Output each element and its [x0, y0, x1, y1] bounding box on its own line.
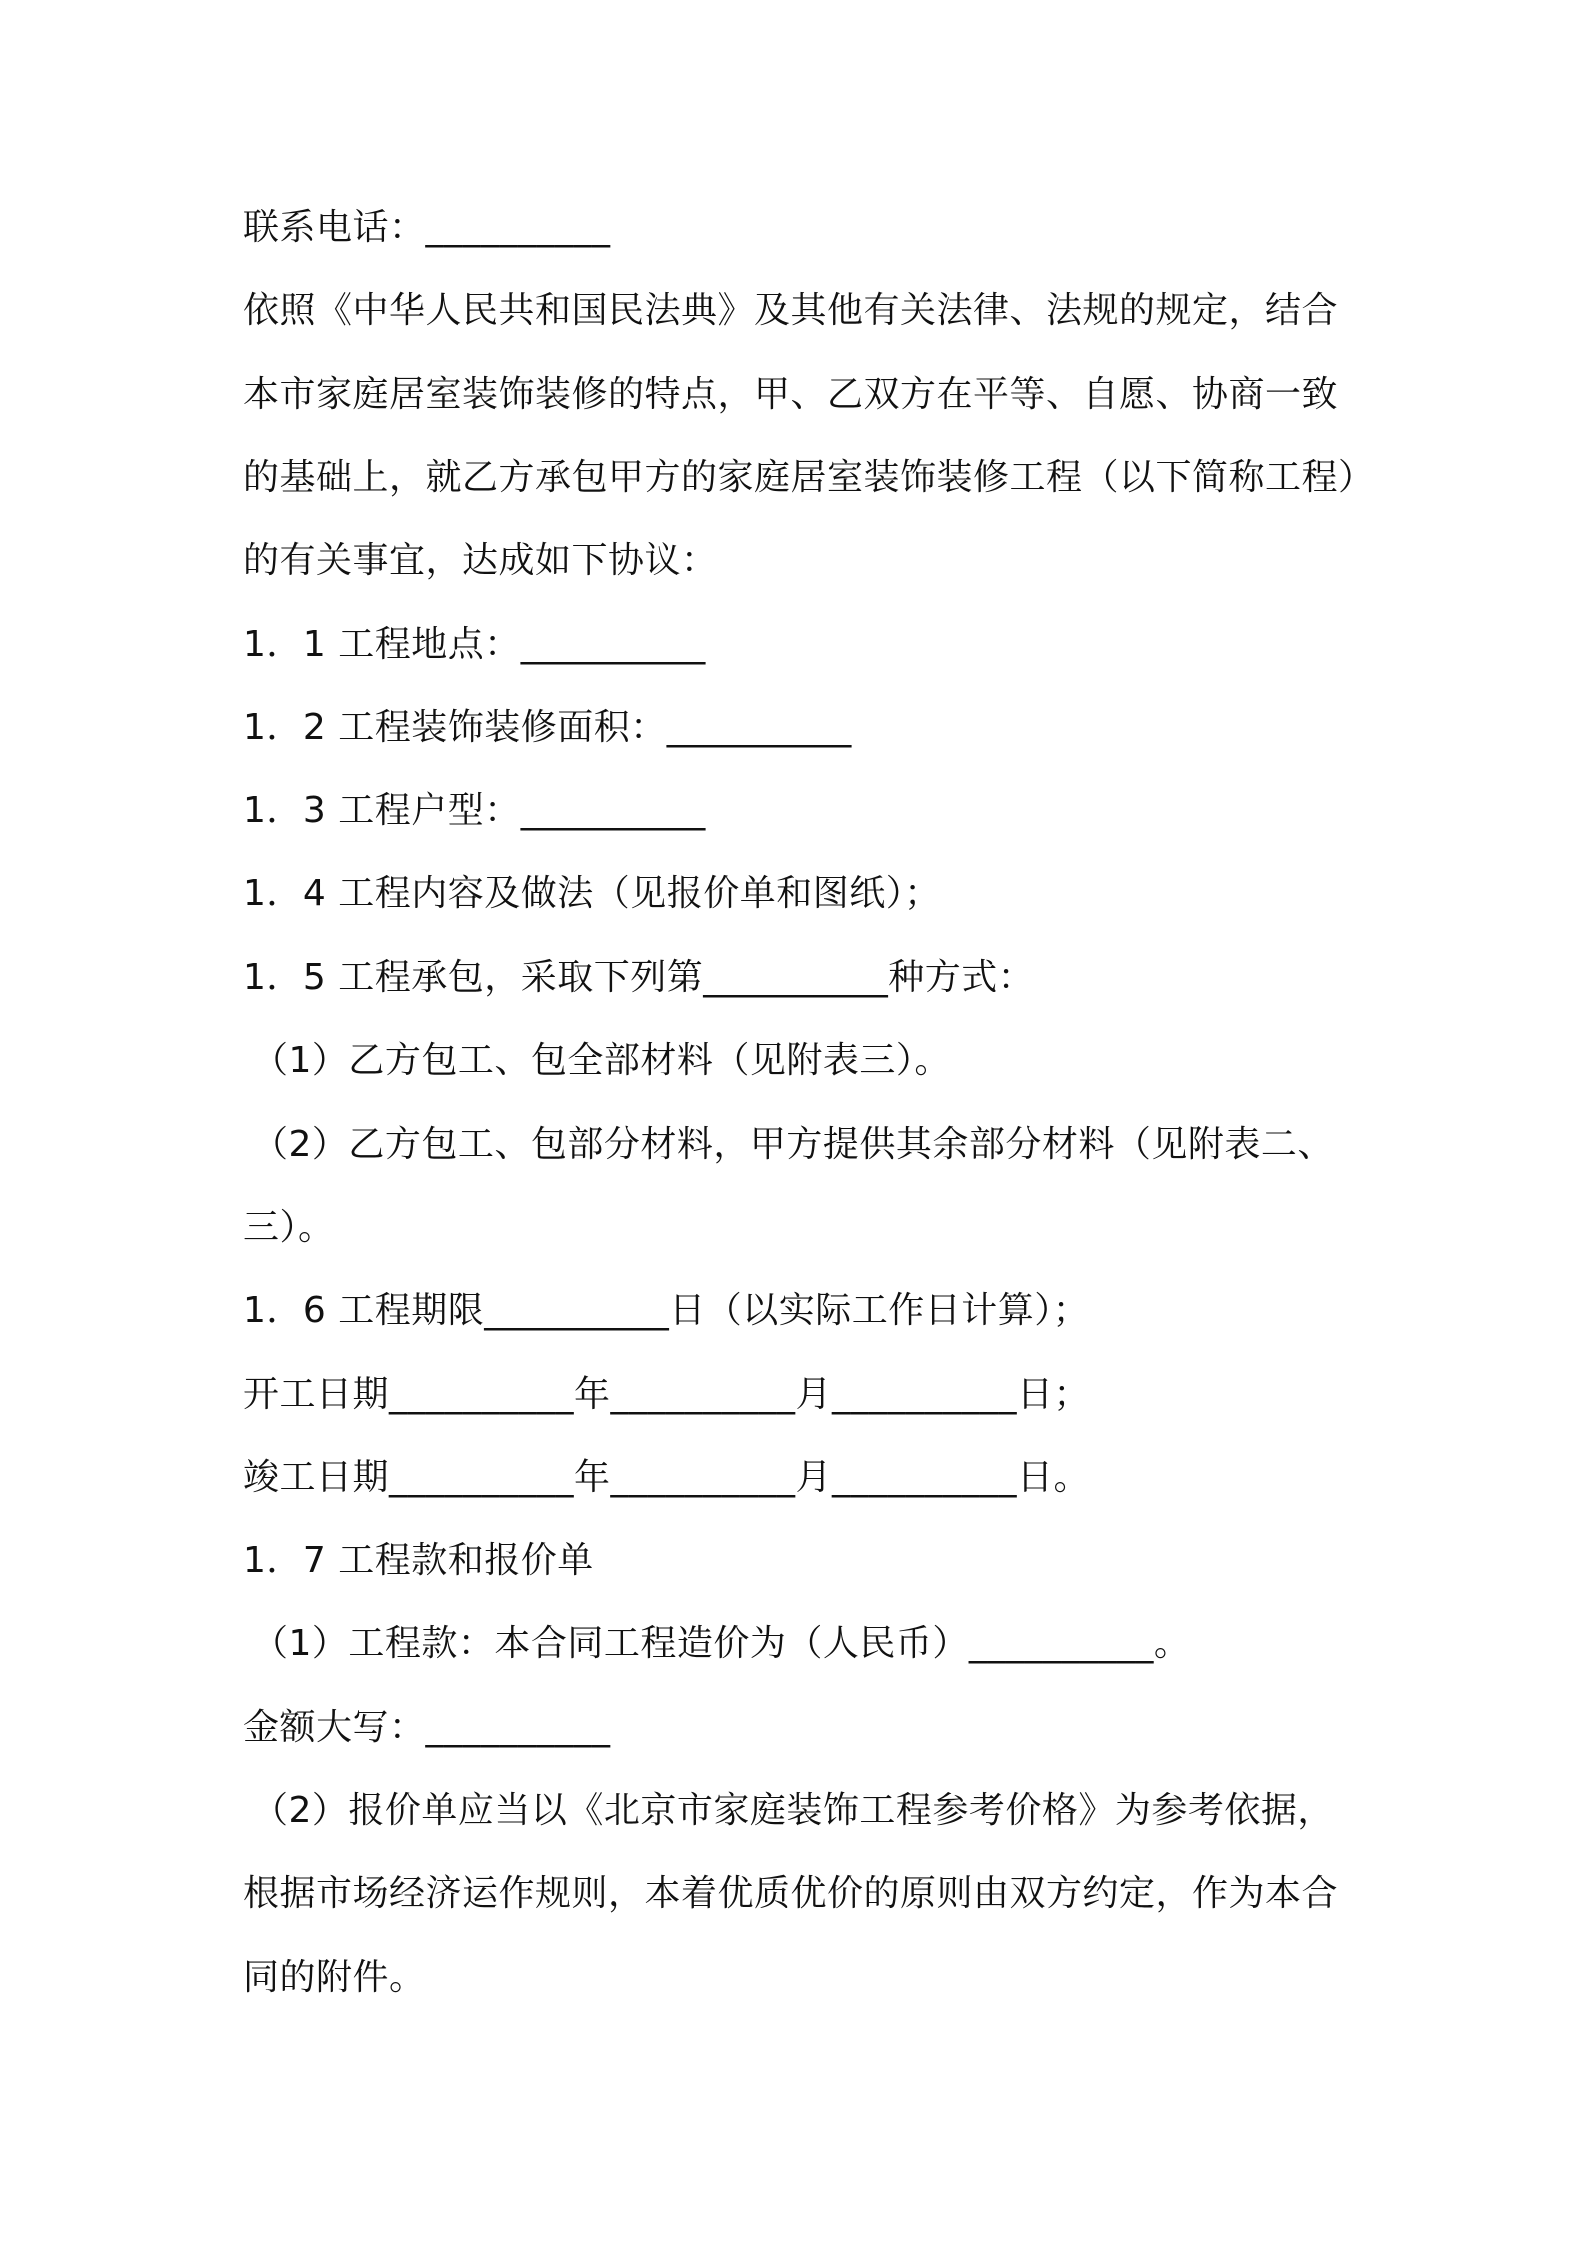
- clause-1-4-content: 1．4 工程内容及做法（见报价单和图纸）；: [243, 873, 941, 914]
- clause-1-7-heading: 1．7 工程款和报价单: [243, 1540, 594, 1581]
- quotation-line-3: 同的附件。: [243, 1957, 426, 1998]
- clause-1-6-duration: 1．6 工程期限__________日（以实际工作日计算）；: [243, 1290, 1090, 1331]
- clause-1-5-option-2: （2）乙方包工、包部分材料，甲方提供其余部分材料（见附表二、: [252, 1124, 1334, 1165]
- clause-1-1-location: 1．1 工程地点：__________: [243, 624, 706, 665]
- quotation-line-1: （2）报价单应当以《北京市家庭装饰工程参考价格》为参考依据，: [252, 1790, 1334, 1831]
- preamble-line-4: 的有关事宜，达成如下协议：: [243, 540, 718, 581]
- clause-1-7-price-line: （1）工程款：本合同工程造价为（人民币）__________。: [252, 1623, 1191, 1664]
- preamble-line-3: 的基础上，就乙方承包甲方的家庭居室装饰装修工程（以下简称工程）: [243, 457, 1375, 498]
- clause-1-2-area: 1．2 工程装饰装修面积：__________: [243, 707, 852, 748]
- clause-1-5-contracting: 1．5 工程承包，采取下列第__________种方式：: [243, 957, 1035, 998]
- contact-phone-line: 联系电话：__________: [243, 207, 611, 248]
- preamble-line-2: 本市家庭居室装饰装修的特点，甲、乙双方在平等、自愿、协商一致: [243, 374, 1339, 415]
- start-date-line: 开工日期__________年__________月__________日；: [243, 1374, 1091, 1415]
- completion-date-line: 竣工日期__________年__________月__________日。: [243, 1457, 1091, 1498]
- clause-1-5-option-1: （1）乙方包工、包全部材料（见附表三）。: [252, 1040, 951, 1081]
- preamble-line-1: 依照《中华人民共和国民法典》及其他有关法律、法规的规定，结合: [243, 290, 1339, 331]
- clause-1-3-unit-type: 1．3 工程户型：__________: [243, 790, 706, 831]
- quotation-line-2: 根据市场经济运作规则，本着优质优价的原则由双方约定，作为本合: [243, 1873, 1339, 1914]
- clause-1-5-option-2-cont: 三）。: [243, 1207, 335, 1248]
- amount-in-words-line: 金额大写：__________: [243, 1707, 611, 1748]
